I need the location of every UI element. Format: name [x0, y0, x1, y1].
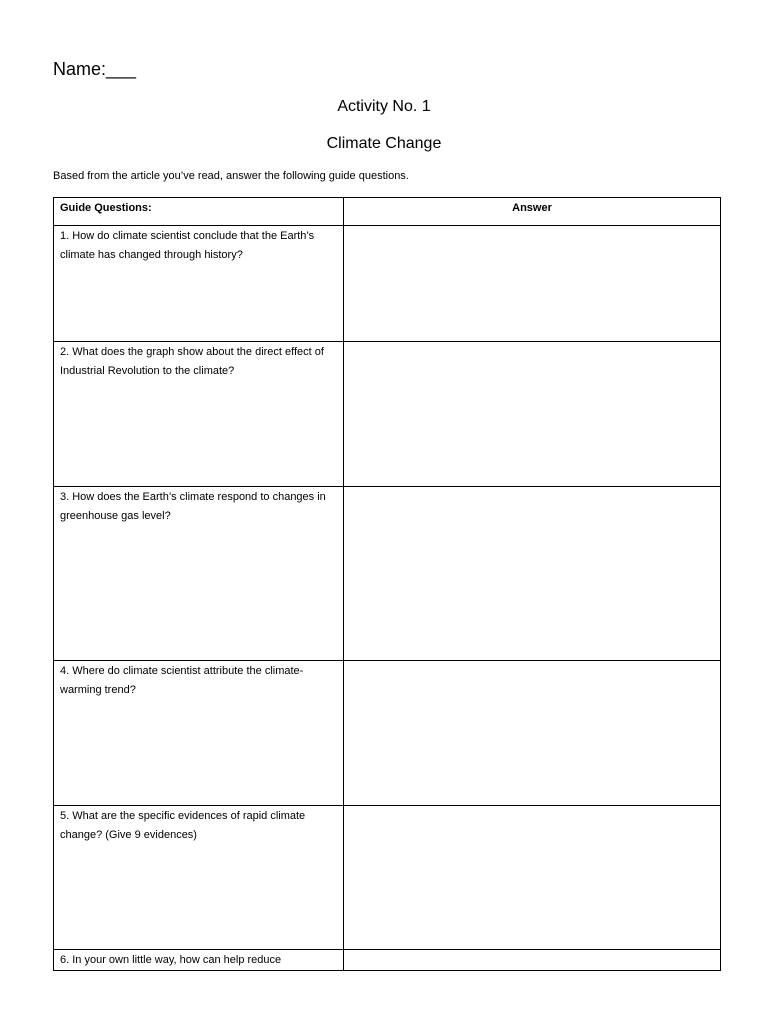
question-text: 1. How do climate scientist conclude that the Earth’s climate has changed through history? — [60, 230, 315, 261]
column-header-questions: Guide Questions: — [54, 198, 344, 226]
activity-title: Activity No. 1 — [337, 98, 431, 115]
table-row — [54, 806, 721, 950]
name-field-label: Name:___ — [53, 59, 137, 79]
question-text: 4. Where do climate scientist attribute the climate-warming trend? — [60, 665, 304, 696]
question-cell — [54, 226, 344, 342]
question-cell — [54, 342, 344, 487]
table-row — [54, 226, 721, 342]
answer-cell[interactable] — [344, 226, 721, 342]
table-row — [54, 950, 721, 971]
question-cell — [54, 950, 344, 971]
instructions-text: Based from the article you’ve read, answer the following guide questions. — [53, 170, 409, 182]
answer-cell[interactable] — [344, 661, 721, 806]
column-header-answer: Answer — [344, 198, 721, 226]
question-text: 5. What are the specific evidences of rapid climate change? (Give 9 evidences) — [60, 810, 306, 841]
question-text: 2. What does the graph show about the direct effect of Industrial Revolution to the climate? — [60, 346, 324, 377]
question-cell — [54, 806, 344, 950]
question-cell — [54, 487, 344, 661]
table-row — [54, 661, 721, 806]
question-cell — [54, 661, 344, 806]
question-text: 6. In your own little way, how can help reduce — [60, 954, 282, 966]
guide-questions-table — [53, 197, 721, 971]
answer-cell[interactable] — [344, 806, 721, 950]
answer-cell[interactable] — [344, 342, 721, 487]
topic-title: Climate Change — [326, 135, 442, 152]
table-row — [54, 487, 721, 661]
answer-cell[interactable] — [344, 950, 721, 971]
table-row — [54, 342, 721, 487]
answer-cell[interactable] — [344, 487, 721, 661]
table-header-row — [54, 198, 721, 226]
question-text: 3. How does the Earth’s climate respond to changes in greenhouse gas level? — [60, 491, 326, 522]
